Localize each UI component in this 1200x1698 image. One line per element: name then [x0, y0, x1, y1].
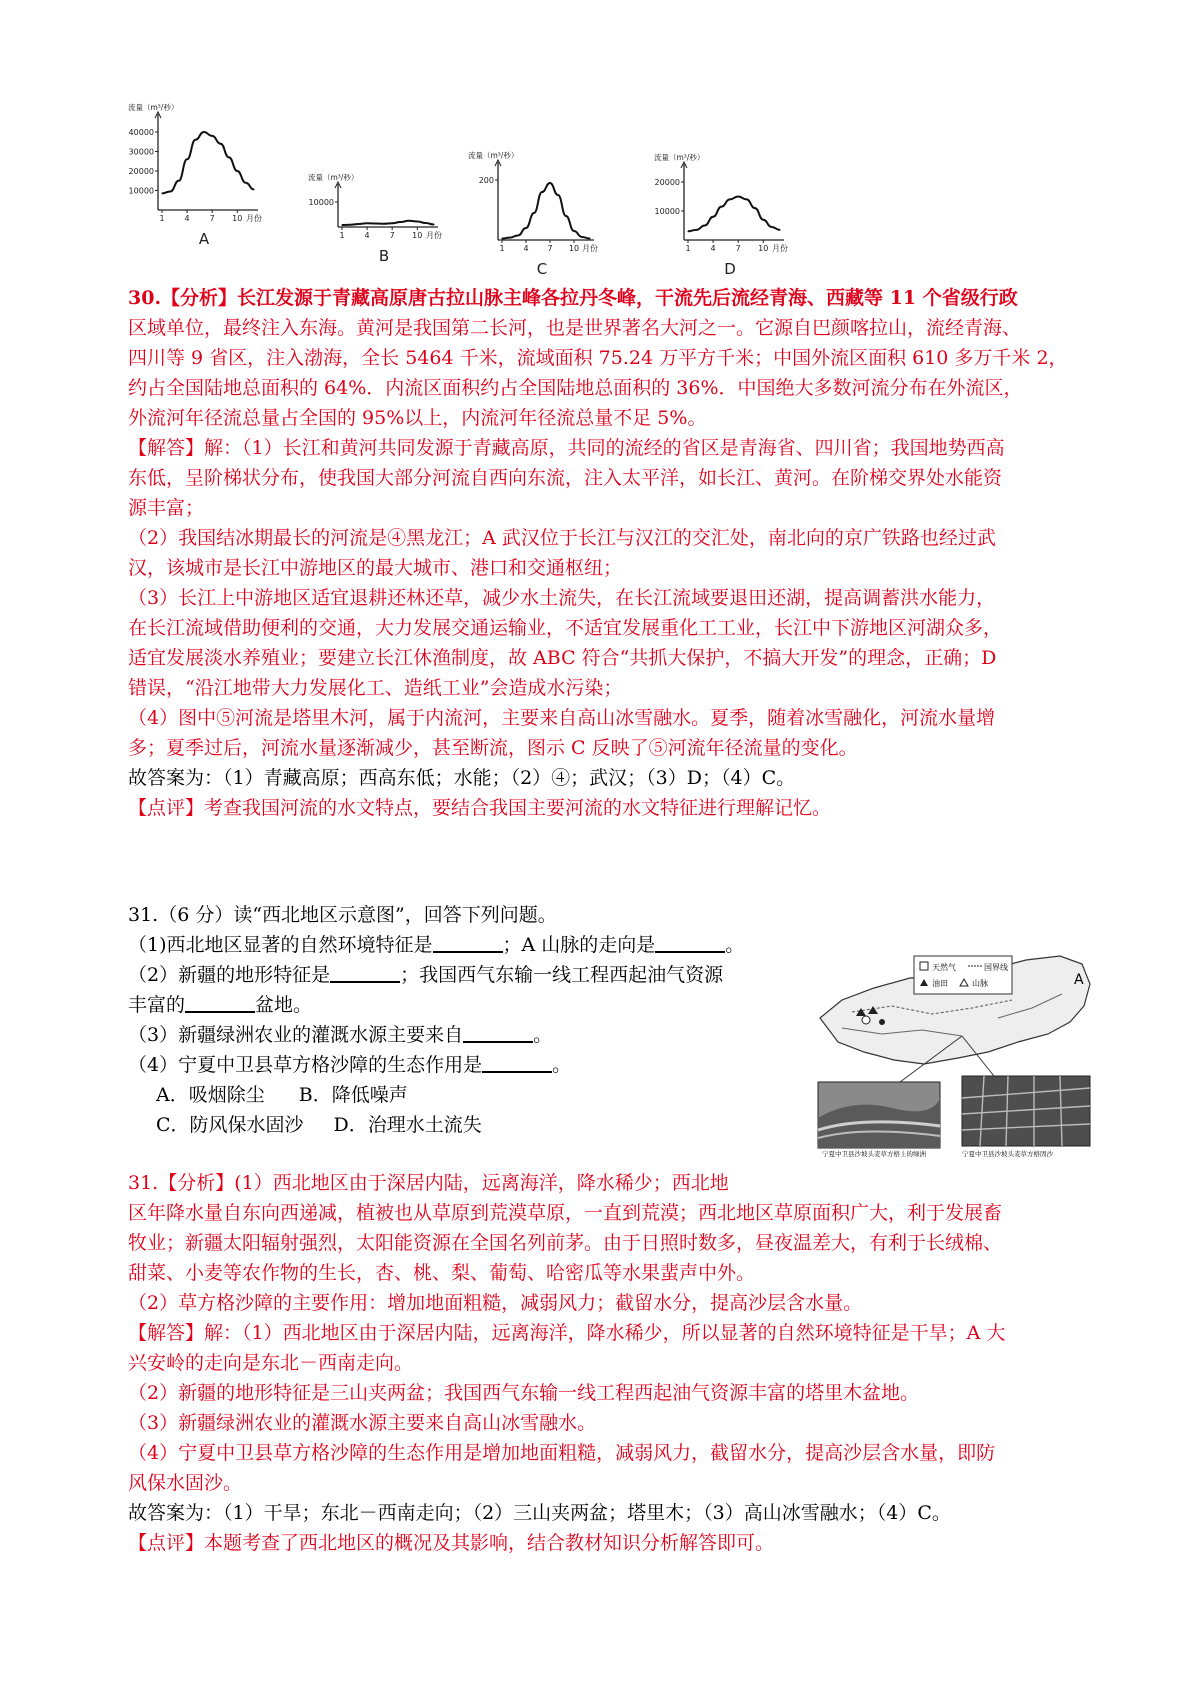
q31-sub1: （1)西北地区显著的自然环境特征是 ；A 山脉的走向是 。: [128, 930, 744, 960]
q31-answer-line: （3）新疆绿洲农业的灌溉水源主要来自高山冰雪融水。: [128, 1412, 597, 1434]
flow-point: [557, 194, 558, 195]
q31-analysis-line: （2）草方格沙障的主要作用：增加地面粗糙，减弱风力；截留水分，提高沙层含水量。: [128, 1292, 863, 1314]
hydrograph-a: [120, 100, 270, 290]
flow-curve: [342, 221, 434, 225]
q31-sub3: （3）新疆绿洲农业的灌溉水源主要来自 。: [128, 1020, 552, 1050]
y-tick-label: 10000: [308, 198, 334, 207]
flow-point: [565, 215, 566, 216]
flow-point: [509, 237, 510, 238]
answer-blank[interactable]: [482, 1051, 552, 1073]
svg-text:天然气: 天然气: [932, 963, 956, 972]
flow-point: [237, 170, 238, 171]
flow-point: [400, 221, 401, 222]
y-tick-label: 20000: [128, 167, 154, 176]
q31-answer-line: （2）新疆的地形特征是三山夹两盆；我国西气东输一线工程西起油气资源丰富的塔里木盆地。: [128, 1382, 920, 1404]
flow-point: [696, 229, 697, 230]
flow-point: [729, 199, 730, 200]
y-unit-label: 流量（m³/秒）: [468, 151, 519, 160]
flow-point: [178, 180, 179, 181]
flow-point: [170, 191, 171, 192]
y-tick-label: 40000: [128, 128, 154, 137]
answer-blank[interactable]: [433, 931, 503, 953]
flow-point: [771, 226, 772, 227]
q30-analysis-line: 四川等 9 省区，注入渤海，全长 5464 千米，流域面积 75.24 万平方千米；中国外流区面积 610 多万千米 2，: [128, 347, 1068, 369]
q30-answer-line: （2）我国结冰期最长的河流是④黑龙江；A 武汉位于长江与汉江的交汇处，南北向的京广铁路也经过武: [128, 527, 996, 549]
x-tick-label: 1: [499, 244, 505, 253]
flow-point: [754, 208, 755, 209]
x-tick-label: 4: [364, 231, 370, 240]
flow-point: [245, 182, 246, 183]
x-tick-label: 1: [685, 244, 691, 253]
svg-text:油田: 油田: [932, 979, 948, 988]
q30-answer-line: 多；夏季过后，河流水量逐渐减少，甚至断流，图示 C 反映了⑤河流年径流量的变化。: [128, 737, 858, 759]
flow-point: [350, 224, 351, 225]
q30-answer-line: 错误，“沿江地带大力发展化工、造纸工业”会造成水污染；: [128, 677, 623, 699]
option-c[interactable]: C．防风保水固沙: [156, 1114, 304, 1136]
flow-point: [517, 235, 518, 236]
flow-point: [589, 238, 590, 239]
option-a[interactable]: A．吸烟除尘: [156, 1084, 265, 1106]
hydrograph-label: A: [198, 230, 210, 248]
map-label-a: A: [1074, 972, 1084, 988]
x-unit-label: 月份: [582, 244, 598, 253]
x-tick-label: 10: [232, 214, 243, 223]
flow-point: [581, 236, 582, 237]
q30-analysis-line: 约占全国陆地总面积的 64%．内流区面积约占全国陆地总面积的 36%．中国绝大多数河流分布在外流区，: [128, 377, 1023, 399]
flow-point: [712, 216, 713, 217]
flow-point: [161, 193, 162, 194]
q31-answer-line: 【解答】解：（1）西北地区由于深居内陆，远离海洋，降水稀少，所以显著的自然环境特征是干旱；A 大: [128, 1322, 1006, 1344]
svg-text:国界线: 国界线: [984, 963, 1008, 972]
flow-point: [738, 196, 739, 197]
flow-point: [549, 182, 550, 183]
flow-point: [541, 191, 542, 192]
answer-blank[interactable]: [463, 1021, 533, 1043]
answer-blank[interactable]: [330, 961, 400, 983]
x-tick-label: 4: [184, 214, 190, 223]
answer-blank[interactable]: [185, 991, 255, 1013]
q30-answer-line: 适宜发展淡水养殖业；要建立长江休渔制度，故 ABC 符合“共抓大保护，不搞大开发”的理念，正确；D: [128, 647, 997, 669]
q31-options-row1: [156, 1080, 408, 1110]
flow-point: [433, 224, 434, 225]
flow-point: [203, 131, 204, 132]
flow-point: [341, 224, 342, 225]
q31-analysis-line: 甜菜、小麦等农作物的生长，杏、桃、梨、葡萄、哈密瓜等水果蜚声中外。: [128, 1262, 756, 1284]
y-tick-label: 10000: [654, 207, 680, 216]
flow-point: [533, 212, 534, 213]
flow-point: [746, 199, 747, 200]
q31-sub2: （2）新疆的地形特征是 ；我国西气东输一线工程西起油气资源: [128, 960, 723, 990]
flow-curve: [502, 183, 590, 239]
q30-analysis-line: 30.【分析】长江发源于青藏高原唐古拉山脉主峰各拉丹冬峰，干流先后流经青海、西藏等 11 个省级行政: [128, 287, 1018, 309]
y-unit-label: 流量（m³/秒）: [654, 153, 705, 162]
flow-curve: [162, 132, 254, 193]
flow-point: [220, 143, 221, 144]
flow-point: [525, 227, 526, 228]
flow-point: [383, 223, 384, 224]
flow-point: [358, 223, 359, 224]
q31-analysis-line: 区年降水量自东向西递减，植被也从草原到荒漠草原，一直到荒漠；西北地区草原面积广大，利于发展畜: [128, 1202, 1003, 1224]
hydrograph-label: B: [378, 247, 390, 265]
q31-answer-line: 风保水固沙。: [128, 1472, 243, 1494]
q31-analysis-line: 31.【分析】(1）西北地区由于深居内陆，远离海洋，降水稀少；西北地: [128, 1172, 729, 1194]
q31-comment: 【点评】本题考查了西北地区的概况及其影响，结合教材知识分析解答即可。: [128, 1532, 775, 1554]
y-tick-label: 10000: [128, 186, 154, 196]
q31-analysis-line: 牧业；新疆太阳辐射强烈，太阳能资源在全国名列前茅。由于日照时数多，昼夜温差大，有利于长绒棉、: [128, 1232, 1003, 1254]
flow-point: [408, 220, 409, 221]
q30-answer-line: （3）长江上中游地区适宜退耕还林还草，减少水土流失，在长江流域要退田还湖，提高调蓄洪水能力，: [128, 587, 996, 609]
flow-point: [425, 222, 426, 223]
flow-point: [392, 223, 393, 224]
q30-answer-line: 【解答】解：（1）长江和黄河共同发源于青藏高原，共同的流经的省区是青海省、四川省；我国地势西高: [128, 437, 1005, 459]
option-d[interactable]: D．治理水土流失: [333, 1114, 482, 1136]
q30-answer-line: 在长江流域借助便利的交通，大力发展交通运输业，不适宜发展重化工工业，长江中下游地区河湖众多，: [128, 617, 1003, 639]
hydrograph-d: [636, 100, 786, 290]
flow-point: [228, 157, 229, 158]
flow-point: [501, 238, 502, 239]
flow-point: [186, 159, 187, 160]
svg-text:山脉: 山脉: [972, 979, 988, 988]
q30-analysis-line: 区域单位，最终注入东海。黄河是我国第二长河，也是世界著名大河之一。它源自巴颜喀拉山，流经青海、: [128, 317, 1022, 339]
q30-block: [128, 283, 1090, 819]
photo-sand-grid: [962, 1076, 1090, 1146]
q31-stem: 31.（6 分）读“西北地区示意图”，回答下列问题。: [128, 904, 557, 926]
x-tick-label: 7: [735, 244, 741, 253]
y-tick-label: 200: [478, 176, 494, 185]
q30-answer-line: （4）图中⑤河流是塔里木河，属于内流河，主要来自高山冰雪融水。夏季，随着冰雪融化，河流水量增: [128, 707, 996, 729]
q30-final-answer: 故答案为：（1）青藏高原；西高东低；水能；（2）④；武汉；（3）D；（4）C。: [128, 767, 796, 789]
flow-point: [721, 206, 722, 207]
x-tick-label: 7: [389, 231, 395, 240]
option-b[interactable]: B．降低噪声: [298, 1084, 408, 1106]
flow-point: [417, 221, 418, 222]
x-tick-label: 10: [758, 244, 769, 253]
q31-answer-line: （4）宁夏中卫县草方格沙障的生态作用是增加地面粗糙，减弱风力，截留水分，提高沙层含水量，即防: [128, 1442, 996, 1464]
flow-point: [212, 135, 213, 136]
q30-comment: 【点评】考查我国河流的水文特点，要结合我国主要河流的水文特征进行理解记忆。: [128, 797, 832, 819]
flow-point: [704, 225, 705, 226]
x-unit-label: 月份: [246, 214, 262, 223]
q31-sub2-cont: 丰富的 盆地。: [128, 990, 312, 1020]
x-unit-label: 月份: [772, 244, 788, 253]
hydrograph-b: [300, 100, 450, 290]
flow-point: [195, 139, 196, 140]
q31-answer-line: 兴安岭的走向是东北－西南走向。: [128, 1352, 414, 1374]
y-unit-label: 流量（m³/秒）: [308, 173, 359, 182]
q31-sub4: （4）宁夏中卫县草方格沙障的生态作用是 。: [128, 1050, 571, 1080]
q30-analysis-line: 外流河年径流总量占全国的 95%以上，内流河年径流总量不足 5%。: [128, 407, 707, 429]
flow-point: [687, 231, 688, 232]
flow-point: [366, 223, 367, 224]
flow-point: [779, 229, 780, 230]
x-tick-label: 7: [547, 244, 553, 253]
y-tick-label: 20000: [654, 178, 680, 187]
q31-final-answer: 故答案为：（1）干旱；东北－西南走向；（2）三山夹两盆；塔里木；（3）高山冰雪融水；（4）C。: [128, 1502, 951, 1524]
flow-point: [573, 230, 574, 231]
flow-point: [253, 189, 254, 190]
photo-oasis: [818, 1082, 940, 1148]
q30-answer-line: 东低，呈阶梯状分布，使我国大部分河流自西向东流，注入太平洋，如长江、黄河。在阶梯交界处水能资: [128, 467, 1003, 489]
q30-answer-line: 源丰富；: [128, 497, 205, 519]
flow-point: [375, 223, 376, 224]
q30-answer-line: 汉，该城市是长江中游地区的最大城市、港口和交通枢纽；: [128, 557, 623, 579]
hydrograph-label: C: [536, 260, 548, 278]
photo2-caption: 宁夏中卫县沙坡头麦草方格固沙: [962, 1150, 1053, 1158]
x-unit-label: 月份: [426, 231, 442, 240]
y-unit-label: 流量（m³/秒）: [128, 103, 179, 112]
x-tick-label: 1: [159, 214, 165, 223]
flow-point: [763, 219, 764, 220]
q31-solution: [128, 1168, 1090, 1668]
hydrograph-label: D: [724, 260, 736, 278]
x-tick-label: 1: [339, 231, 345, 240]
x-tick-label: 7: [209, 214, 215, 223]
y-tick-label: 30000: [128, 147, 154, 157]
x-tick-label: 4: [523, 244, 529, 253]
x-tick-label: 4: [710, 244, 716, 253]
photo1-caption: 宁夏中卫县沙坡头麦草方格上的绿洲: [822, 1150, 926, 1158]
flow-curve: [688, 197, 780, 232]
map-legend: [914, 956, 1012, 994]
q31-options-row2: [156, 1110, 482, 1140]
answer-blank[interactable]: [655, 931, 725, 953]
northwest-map-figure: [812, 948, 1098, 1164]
x-tick-label: 10: [568, 244, 580, 253]
hydrograph-c: [468, 100, 610, 290]
x-tick-label: 10: [412, 231, 423, 240]
